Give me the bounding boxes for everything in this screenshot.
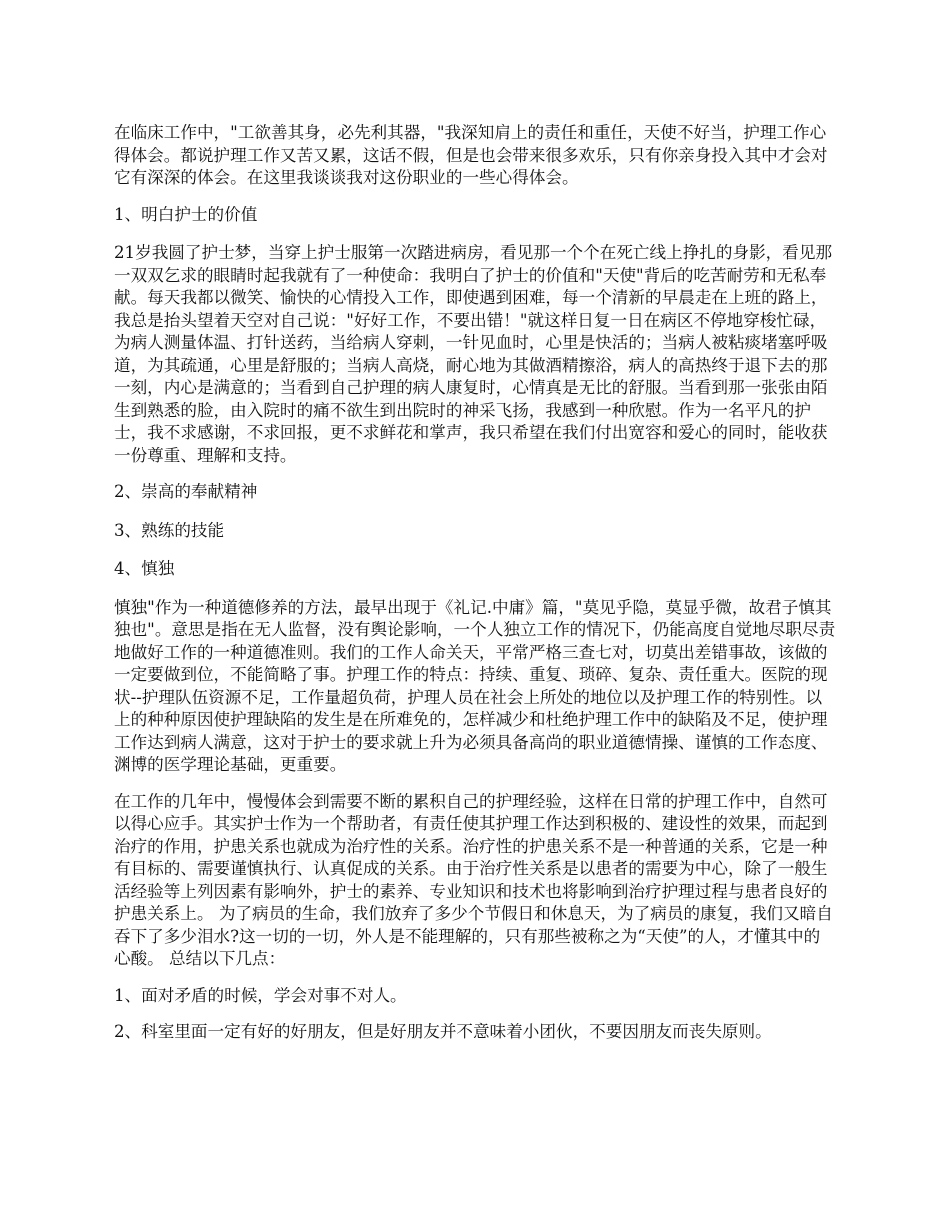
summary-item-1: 1、面对矛盾的时候，学会对事不对人。 xyxy=(114,985,407,1005)
section-1-paragraph: 21岁我圆了护士梦，当穿上护士服第一次踏进病房，看见那一个个在死亡线上挣扎的身影，看见那一双双乞求的眼睛时起我就有了一种使命：我明白了护士的价值和"天使"背后的吃苦耐劳和无私奉献。每天我都以微笑、愉快的心情投入工作，即使遇到困难，每一个清新的早晨走在上班的路上，我总是抬头望着天空对自己说："好好工作，不要出错！"就这样日复一日在病区不停地穿梭忙碌，为病人测量体温、打针送药，当给病人穿刺，一针见血时，心里是快活的；当病人被粘痰堵塞呼吸道，为其疏通，心里是舒服的；当病人高烧，耐心地为其做酒精擦浴，病人的高热终于退下去的那一刻，内心是满意的；当看到自己护理的病人康复时，心情真是无比的舒服。当看到那一张张由陌生到熟悉的脸，由入院时的痛不欲生到出院时的神采飞扬，我感到一种欣慰。作为一名平凡的护士，我不求感谢，不求回报，更不求鲜花和掌声，我只希望在我们付出宽容和爱心的同时，能收获一份尊重、理解和支持。 xyxy=(114,243,833,465)
section-2-heading: 2、崇高的奉献精神 xyxy=(114,482,258,501)
document-page xyxy=(114,122,836,1058)
section-4-heading: 4、慎独 xyxy=(114,559,175,578)
intro-paragraph: 在临床工作中，"工欲善其身，必先利其器，"我深知肩上的责任和重任，天使不好当，护理工作心得体会。都说护理工作又苦又累，这话不假，但是也会带来很多欢乐，只有你亲身投入其中才会对它有深深的体会。在这里我谈谈我对这份职业的一些心得体会。 xyxy=(114,123,828,187)
section-3-heading: 3、熟练的技能 xyxy=(114,520,225,540)
section-4-paragraph: 慎独"作为一种道德修养的方法，最早出现于《礼记.中庸》篇，"莫见乎隐，莫显乎微，故君子慎其独也"。意思是指在无人监督，没有舆论影响，一个人独立工作的情况下，仍能高度自觉地尽职尽责地做好工作的一种道德准则。我们的工作人命关天，平常严格三查七对，切莫出差错事故，该做的一定要做到位，不能简略了事。护理工作的特点：持续、重复、琐碎、复杂、责任重大。医院的现状--护理队伍资源不足，工作量超负荷，护理人员在社会上所处的地位以及护理工作的特别性。以上的种种原因使护理缺陷的发生是在所难免的，怎样减少和杜绝护理工作中的缺陷及不足，使护理工作达到病人满意，这对于护士的要求就上升为必须具备高尚的职业道德情操、谨慎的工作态度、渊博的医学理论基础，更重要。 xyxy=(114,597,836,774)
section-1-heading: 1、明白护士的价值 xyxy=(114,204,258,224)
experience-paragraph: 在工作的几年中，慢慢体会到需要不断的累积自己的护理经验，这样在日常的护理工作中，自然可以得心应手。其实护士作为一个帮助者，有责任使其护理工作达到积极的、建设性的效果，而起到治疗的作用，护患关系也就成为治疗性的关系。治疗性的护患关系不是一种普通的关系，它是一种有目标的、需要谨慎执行、认真促成的关系。由于治疗性关系是以患者的需要为中心，除了一般生活经验等上列因素有影响外，护士的素养、专业知识和技术也将影响到治疗护理过程与患者良好的护患关系上。 为了病员的生命，我们放弃了多少个节假日和休息天，为了病员的康复，我们又暗自吞下了多少泪水?这一切的一切，外人是不能理解的，只有那些被称之为“天使”的人，才懂其中的心酸。 总结以下几点： xyxy=(114,791,833,968)
summary-item-2: 2、科室里面一定有好的好朋友，但是好朋友并不意味着小团伙，不要因朋友而丧失原则。 xyxy=(114,1022,772,1041)
